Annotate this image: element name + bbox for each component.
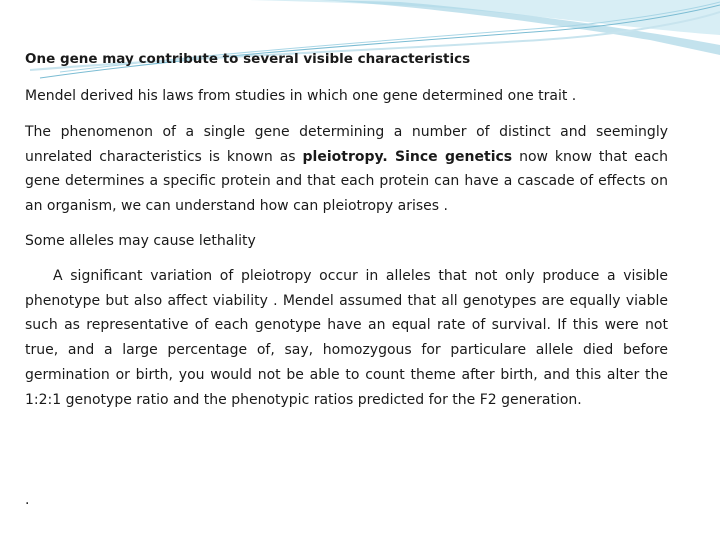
paragraph-pleiotropy [25,120,668,219]
trailing-mark: . [25,492,30,508]
paragraph-lethality: Some alleles may cause lethality [25,232,256,249]
paragraph-viability: A significant variation of pleiotropy occur in alleles that not only produce a visible phenotype but also affect viability . Mendel assumed that all genotypes are equally viable such as representative of each genotype have an equal rate of survival. If this were not true, and a large percentage of, say, homozygous for particulare allele died before germination or birth, you would not be able to count theme after birth, and this alter the 1:2:1 genotype ratio and the phenotypic ratios predicted for the F2 generation. [25,267,668,408]
pleiotropy-term: pleiotropy. Since genetics [302,148,513,165]
pleiotropy-text-before: The phenomenon of a single gene determining a number of distinct and seemingly unrelated characteristics is known as [25,123,668,165]
slide-title: One gene may contribute to several visible characteristics [25,51,471,67]
pleiotropy-text-after: now know that each gene determines a specific protein and that each protein can have a cascade of effects on an organism, we can understand how can pleiotropy arises . [25,148,668,215]
wave-band-top [250,0,720,35]
slide-content [25,48,668,413]
paragraph-mendel-laws: Mendel derived his laws from studies in which one gene determined one trait . [25,88,577,104]
